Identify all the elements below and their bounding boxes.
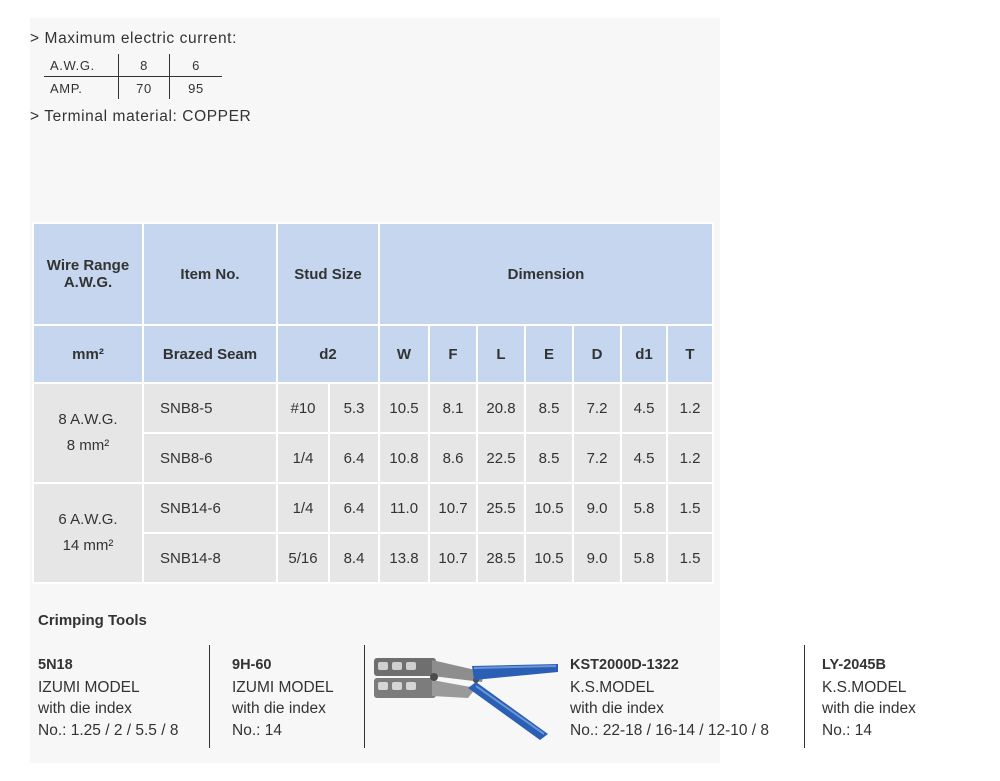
table-row xyxy=(33,483,713,533)
tool-item xyxy=(38,655,178,741)
stud-size: 1/4 xyxy=(277,433,329,483)
subheader-col: L xyxy=(477,325,525,383)
d1-value: 5.8 xyxy=(621,483,667,533)
item-no: SNB14-8 xyxy=(143,533,277,583)
e-value: 8.5 xyxy=(525,383,573,433)
subheader-col: W xyxy=(379,325,429,383)
tool-line: No.: 14 xyxy=(822,721,872,739)
tool-item xyxy=(822,655,916,741)
group-mm: 14 mm² xyxy=(62,537,114,554)
tool-divider xyxy=(804,645,805,748)
w-value: 10.8 xyxy=(379,433,429,483)
tool-item xyxy=(570,655,769,741)
l-value: 28.5 xyxy=(477,533,525,583)
amp-label: AMP. xyxy=(50,80,83,96)
header-wire-range xyxy=(33,223,143,325)
d-value: 9.0 xyxy=(573,533,621,583)
tool-divider xyxy=(364,645,365,748)
tool-line: K.S.MODEL xyxy=(570,678,655,696)
t-value: 1.5 xyxy=(667,533,713,583)
header-item-no: Item No. xyxy=(143,223,277,325)
header-wire-range-line1: Wire Range xyxy=(46,257,130,274)
e-value: 10.5 xyxy=(525,533,573,583)
tool-model: LY-2045B xyxy=(822,657,886,673)
current-row-amp xyxy=(44,77,222,100)
header-wire-range-line2: A.W.G. xyxy=(63,274,113,291)
d2-value: 6.4 xyxy=(329,483,379,533)
item-no: SNB8-5 xyxy=(143,383,277,433)
current-row-awg xyxy=(44,54,222,77)
subheader-col: T xyxy=(667,325,713,383)
table-subheader-row xyxy=(33,325,713,383)
group-awg: 6 A.W.G. xyxy=(58,511,118,528)
d-value: 9.0 xyxy=(573,483,621,533)
crimping-tools-title: Crimping Tools xyxy=(38,612,147,629)
l-value: 20.8 xyxy=(477,383,525,433)
d2-value: 6.4 xyxy=(329,433,379,483)
wire-range-group xyxy=(33,483,143,583)
stud-size: #10 xyxy=(277,383,329,433)
d-value: 7.2 xyxy=(573,433,621,483)
awg-label: A.W.G. xyxy=(44,54,119,77)
item-no: SNB8-6 xyxy=(143,433,277,483)
e-value: 8.5 xyxy=(525,433,573,483)
w-value: 11.0 xyxy=(379,483,429,533)
subheader-col: d1 xyxy=(621,325,667,383)
tool-item xyxy=(232,655,334,741)
subheader-d2: d2 xyxy=(277,325,379,383)
tool-line: IZUMI MODEL xyxy=(232,678,334,696)
subheader-col: E xyxy=(525,325,573,383)
tool-line: K.S.MODEL xyxy=(822,678,907,696)
crimping-plier-icon xyxy=(372,650,562,742)
d1-value: 5.8 xyxy=(621,533,667,583)
item-no: SNB14-6 xyxy=(143,483,277,533)
w-value: 13.8 xyxy=(379,533,429,583)
tool-divider xyxy=(209,645,210,748)
tool-line: with die index xyxy=(570,700,664,717)
amp-value: 70 xyxy=(119,77,170,100)
subheader-brazed-seam: Brazed Seam xyxy=(143,325,277,383)
e-value: 10.5 xyxy=(525,483,573,533)
stud-size: 5/16 xyxy=(277,533,329,583)
current-table xyxy=(44,54,222,99)
header-stud-size: Stud Size xyxy=(277,223,379,325)
f-value: 10.7 xyxy=(429,483,477,533)
l-value: 25.5 xyxy=(477,483,525,533)
d2-value: 5.3 xyxy=(329,383,379,433)
d1-value: 4.5 xyxy=(621,433,667,483)
tool-model: 9H-60 xyxy=(232,657,272,673)
d2-value: 8.4 xyxy=(329,533,379,583)
wire-range-group xyxy=(33,383,143,483)
subheader-col: D xyxy=(573,325,621,383)
terminal-material-label: > Terminal material: COPPER xyxy=(30,108,252,125)
t-value: 1.2 xyxy=(667,383,713,433)
l-value: 22.5 xyxy=(477,433,525,483)
t-value: 1.5 xyxy=(667,483,713,533)
d1-value: 4.5 xyxy=(621,383,667,433)
f-value: 10.7 xyxy=(429,533,477,583)
tool-line: with die index xyxy=(822,700,916,717)
t-value: 1.2 xyxy=(667,433,713,483)
header-dimension: Dimension xyxy=(379,223,713,325)
table-header-row xyxy=(33,223,713,325)
table-row xyxy=(33,383,713,433)
f-value: 8.6 xyxy=(429,433,477,483)
awg-value: 8 xyxy=(119,54,170,77)
group-awg: 8 A.W.G. xyxy=(58,411,118,428)
group-mm: 8 mm² xyxy=(66,437,110,454)
tool-line: with die index xyxy=(232,700,326,717)
tool-model: KST2000D-1322 xyxy=(570,657,679,673)
tool-line: No.: 22-18 / 16-14 / 12-10 / 8 xyxy=(570,721,770,739)
awg-value: 6 xyxy=(170,54,223,77)
tool-line: No.: 14 xyxy=(232,721,282,739)
amp-value: 95 xyxy=(170,77,223,100)
tool-line: No.: 1.25 / 2 / 5.5 / 8 xyxy=(38,721,179,739)
f-value: 8.1 xyxy=(429,383,477,433)
subheader-mm: mm² xyxy=(33,325,143,383)
tool-line: IZUMI MODEL xyxy=(38,678,140,696)
stud-size: 1/4 xyxy=(277,483,329,533)
max-current-label: > Maximum electric current: xyxy=(30,30,237,47)
w-value: 10.5 xyxy=(379,383,429,433)
tool-model: 5N18 xyxy=(38,657,73,673)
tool-line: with die index xyxy=(38,700,132,717)
d-value: 7.2 xyxy=(573,383,621,433)
spec-table xyxy=(32,222,714,584)
subheader-col: F xyxy=(429,325,477,383)
